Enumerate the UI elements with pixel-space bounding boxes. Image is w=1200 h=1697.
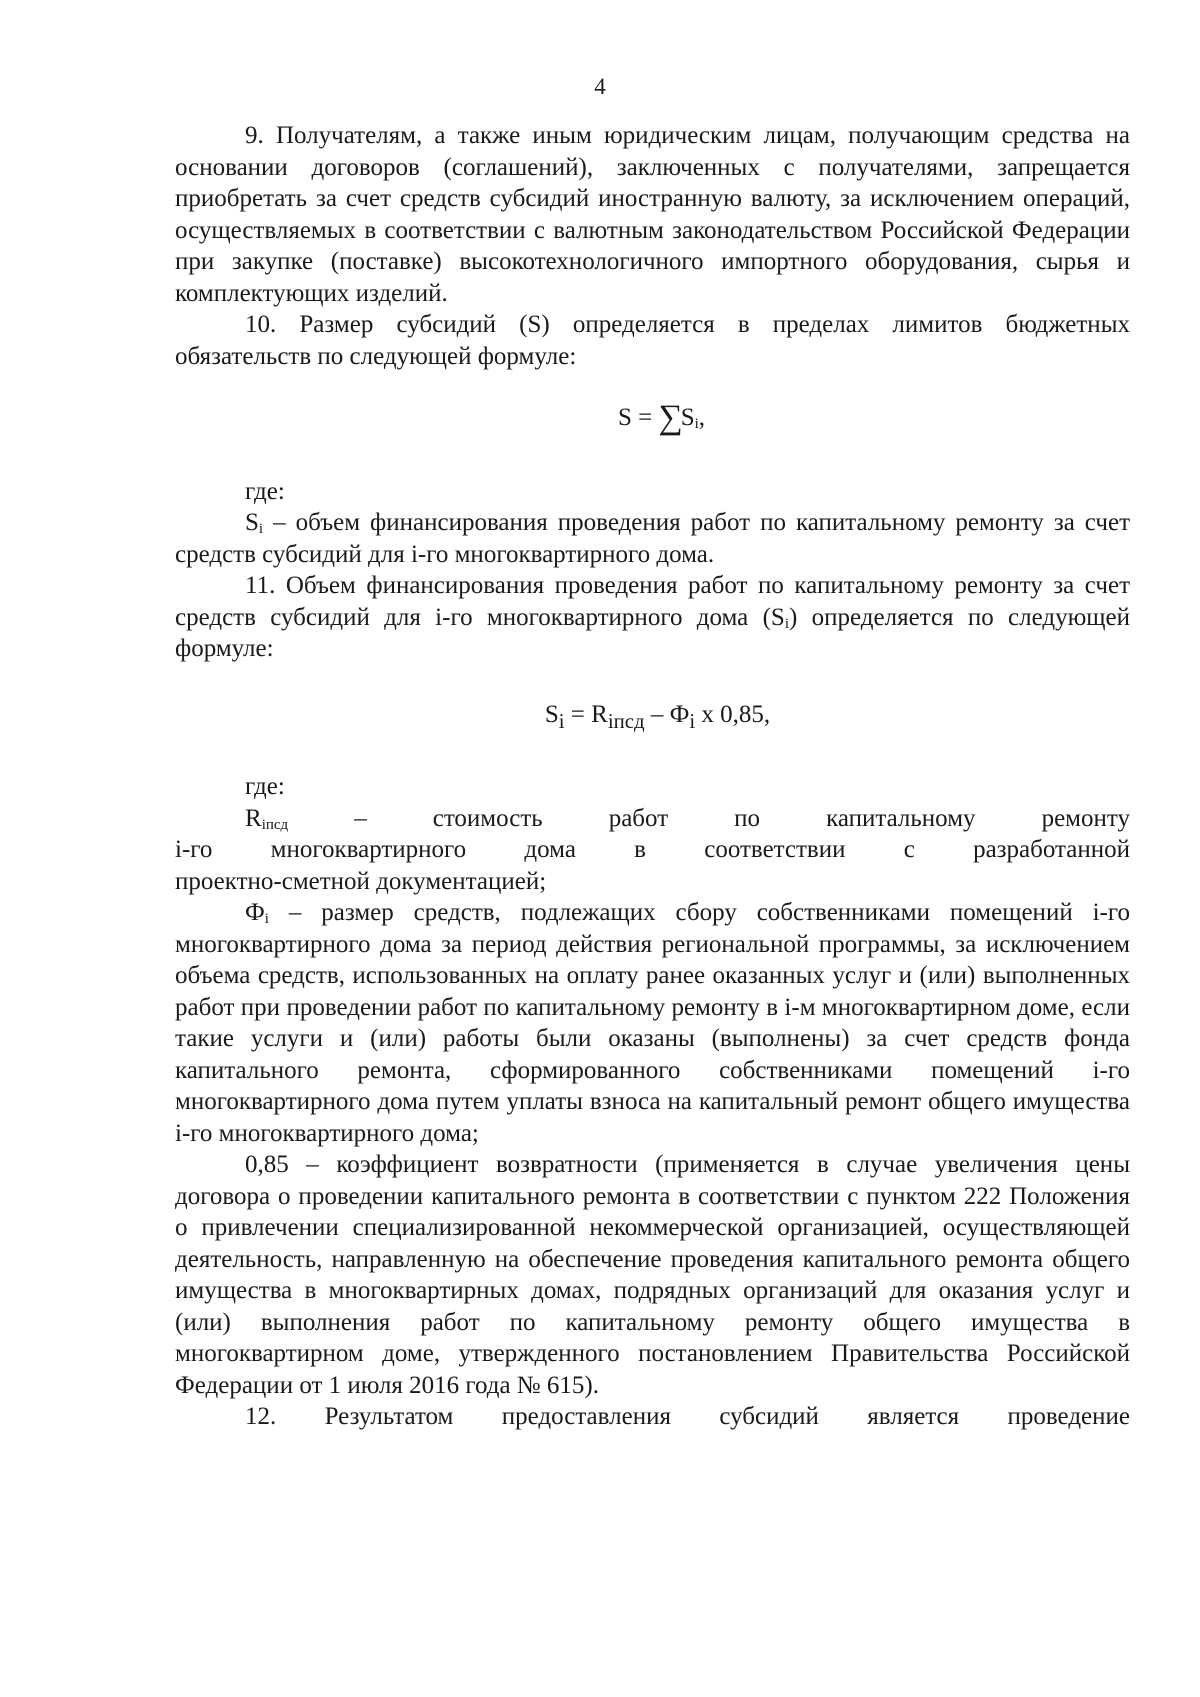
f2-si-symbol: S [544,700,559,728]
f2-tail: х 0,85, [695,700,771,728]
f2-phi-subscript: i [689,708,696,733]
f2-r-subscript: iпсд [607,708,645,733]
formula-si-calc [175,699,1130,738]
si-definition [175,507,1130,570]
r-definition-line-3: проектно-сметной документацией; [175,867,547,895]
document-body [175,120,1130,1433]
si-def-text: – объем финансирования проведения работ по капитальному ремонту за счет средств субсидий для i-го многоквартирного дома. [175,509,1130,568]
paragraph-11 [175,570,1130,665]
sigma-symbol: ∑ [658,399,681,436]
r-symbol: R [245,804,262,832]
r-definition-line-1 [175,803,1130,835]
r-def-word: капитальному [826,804,976,832]
si-def-symbol: S [245,509,259,536]
si-symbol: S [680,404,695,431]
page-number: 4 [594,74,606,99]
r-def-word: – [354,804,367,832]
p11-text-a: 11. Объем финансирования проведения работ по капитальному ремонту за счет средств субсидий для i-го многоквартирного дома (S [175,572,1130,631]
r-def-word: ремонту [1041,804,1130,832]
formula-s-lhs: S = [617,404,659,431]
r-def-word: работ [608,804,669,832]
formula-subsidy-sum [175,399,1130,436]
r-definition-line-2: i-го многоквартирного дома в соответствии с разработанной [175,836,1130,863]
f2-minus-phi: – Ф [644,700,690,728]
phi-def-text: – размер средств, подлежащих сбору собственниками помещений i-го многоквартирного дома за период действия региональной программы, за исключением объема средств, использованных на оплату ранее оказанных услуг и (или) выполненных работ при проведении работ по капитальному ремонту в i-м многоквартирном доме, если такие услуги и (или) работы были оказаны (выполнены) за счет средств фонда капитального ремонта, сформированного собственниками помещений i-го многоквартирного дома путем уплаты взноса на капитальный ремонт общего имущества i-го многоквартирного дома; [175,899,1130,1147]
f2-si-subscript: i [558,708,565,733]
phi-definition [175,897,1130,1149]
paragraph-10: 10. Размер субсидий (S) определяется в пределах лимитов бюджетных обязательств по следующей формуле: [175,311,1130,370]
p11-subscript: i [784,615,789,632]
phi-subscript: i [264,911,269,927]
formula-tail: , [698,404,706,431]
r-def-word: стоимость [432,804,543,832]
r-def-word: по [734,804,761,832]
where-label-2: где: [245,773,285,800]
phi-symbol: Ф [245,899,265,926]
coefficient-definition: 0,85 – коэффициент возвратности (применяется в случае увеличения цены договора о проведении капитального ремонта в соответствии с пунктом 222 Положения о привлечении специализированной некоммерческой организацией, осуществляющей деятельность, направленную на обеспечение проведения капитального ремонта общего имущества в многоквартирных домах, подрядных организаций для оказания услуг и (или) выполнения работ по капитальному ремонту общего имущества в многоквартирном доме, утвержденного постановлением Правительства Российской Федерации от 1 июля 2016 года № 615). [175,1151,1130,1399]
where-label-1: где: [245,477,285,505]
f2-equals-r: = R [564,700,608,728]
paragraph-12: 12. Результатом предоставления субсидий является проведение [245,1403,1130,1430]
paragraph-9: 9. Получателям, а также иным юридическим лицам, получающим средства на основании договоров (соглашений), заключенных с получателями, запрещается приобретать за счет средств субсидий иностранную валюту, за исключением операций, осуществляемых в соответствии с валютным законодательством Российской Федерации при закупке (поставке) высокотехнологичного импортного оборудования, сырья и комплектующих изделий. [175,122,1130,307]
si-subscript: i [694,416,699,432]
r-subscript: iпсд [261,816,289,833]
si-def-subscript: i [258,521,264,537]
r-def-symbol [245,803,288,835]
p11-text-b: ) определяется по следующей формуле: [175,603,1130,662]
formula-si-term [681,404,699,431]
